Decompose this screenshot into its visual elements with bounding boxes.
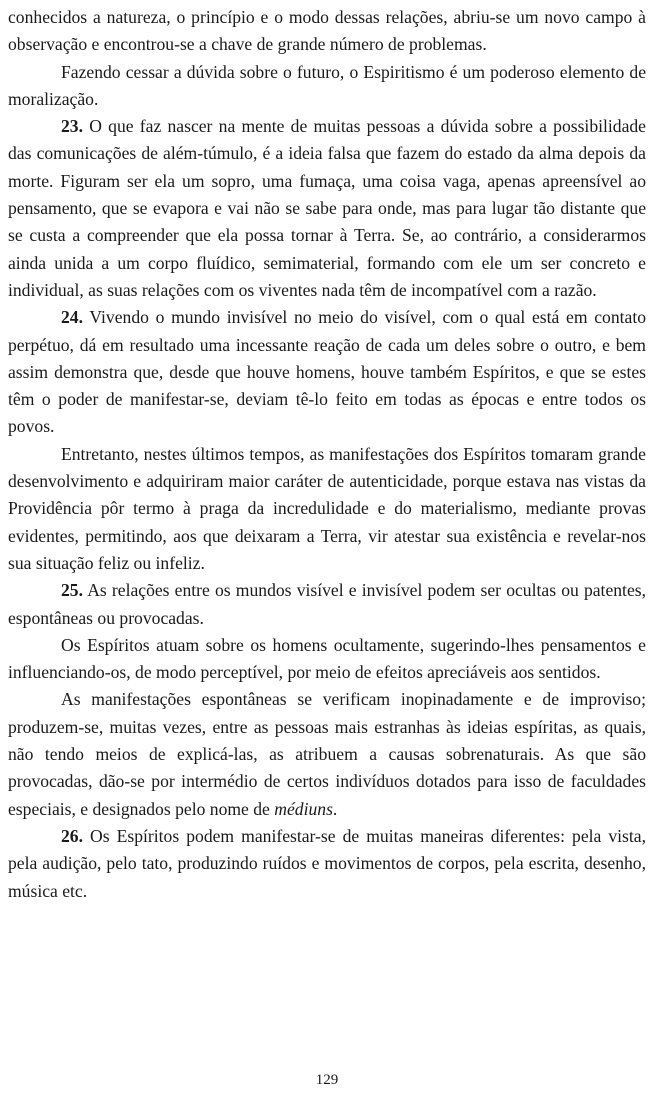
paragraph-number: 23. [61,116,83,137]
paragraph-text: Os Espíritos podem manifestar-se de muitas maneiras diferentes: pela vista, pela audição, pelo tato, produzindo ruídos e movimentos de corpos, pela escrita, desenho, música etc. [8,825,646,901]
paragraph-recent-manifestations [8,441,646,577]
paragraph-24 [8,304,646,440]
paragraph-text: As relações entre os mundos visível e invisível podem ser ocultas ou patentes, espontâneas ou provocadas. [8,580,646,628]
paragraph-25 [8,577,646,632]
book-page [8,4,646,905]
paragraph-moralization [8,59,646,114]
paragraph-text: Os Espíritos atuam sobre os homens ocultamente, sugerindo-lhes pensamentos e influenciando-os, de modo perceptível, por meio de efeitos apreciáveis aos sentidos. [8,634,646,683]
paragraph-number: 26. [61,825,83,846]
paragraph-text: As manifestações espontâneas se verificam inopinadamente e de improviso; produzem-se, muitas vezes, entre as pessoas mais estranhas às ideias espíritas, as quais, não tendo meios de explicá-las, as atribuem a causas sobrenaturais. As que são provocadas, dão-se por intermédio de certos indivíduos dotados para isso de faculdades especiais, e designados pelo nome de [8,689,646,819]
paragraph-spontaneous [8,686,646,822]
paragraph-tail: . [332,798,338,819]
paragraph-number: 25. [61,580,83,601]
paragraph-number: 24. [61,307,83,328]
paragraph-text: O que faz nascer na mente de muitas pessoas a dúvida sobre a possibilidade das comunicações de além-túmulo, é a ideia falsa que fazem do estado da alma depois da morte. Figuram ser ela um sopro, uma fumaça, uma coisa vaga, apenas apreensível ao pensamento, que se evapora e vai não se sabe para onde, mas para lugar tão distante que se custa a compreender que ela possa tornar à Terra. Se, ao contrário, a considerarmos ainda unida a um corpo fluídico, semimaterial, formando com ele um ser concreto e individual, as suas relações com os viventes nada têm de incompatível com a razão. [8,116,646,300]
paragraph-continuation [8,4,646,59]
paragraph-text: Vivendo o mundo invisível no meio do visível, com o qual está em contato perpétuo, dá em resultado uma incessante reação de cada um deles sobre o outro, e bem assim demonstra que, desde que houve homens, houve também Espíritos, e que se estes têm o poder de manifestar-se, deviam tê-lo feito em todas as épocas e entre todos os povos. [8,307,646,437]
paragraph-text: conhecidos a natureza, o princípio e o modo dessas relações, abriu-se um novo campo à observação e encontrou-se a chave de grande número de problemas. [8,7,646,55]
paragraph-text: Fazendo cessar a dúvida sobre o futuro, o Espiritismo é um poderoso elemento de moralização. [8,61,646,109]
italic-term: médiuns [274,798,333,819]
page-number: 129 [315,1072,339,1088]
paragraph-26 [8,823,646,905]
paragraph-23 [8,113,646,304]
paragraph-hidden-action [8,632,646,687]
paragraph-text: Entretanto, nestes últimos tempos, as manifestações dos Espíritos tomaram grande desenvolvimento e adquiriram maior caráter de autenticidade, porque estava nas vistas da Providência pôr termo à praga da incredulidade e do materialismo, mediante provas evidentes, permitindo, aos que deixaram a Terra, vir atestar sua existência e revelar-nos sua situação feliz ou infeliz. [8,443,646,573]
